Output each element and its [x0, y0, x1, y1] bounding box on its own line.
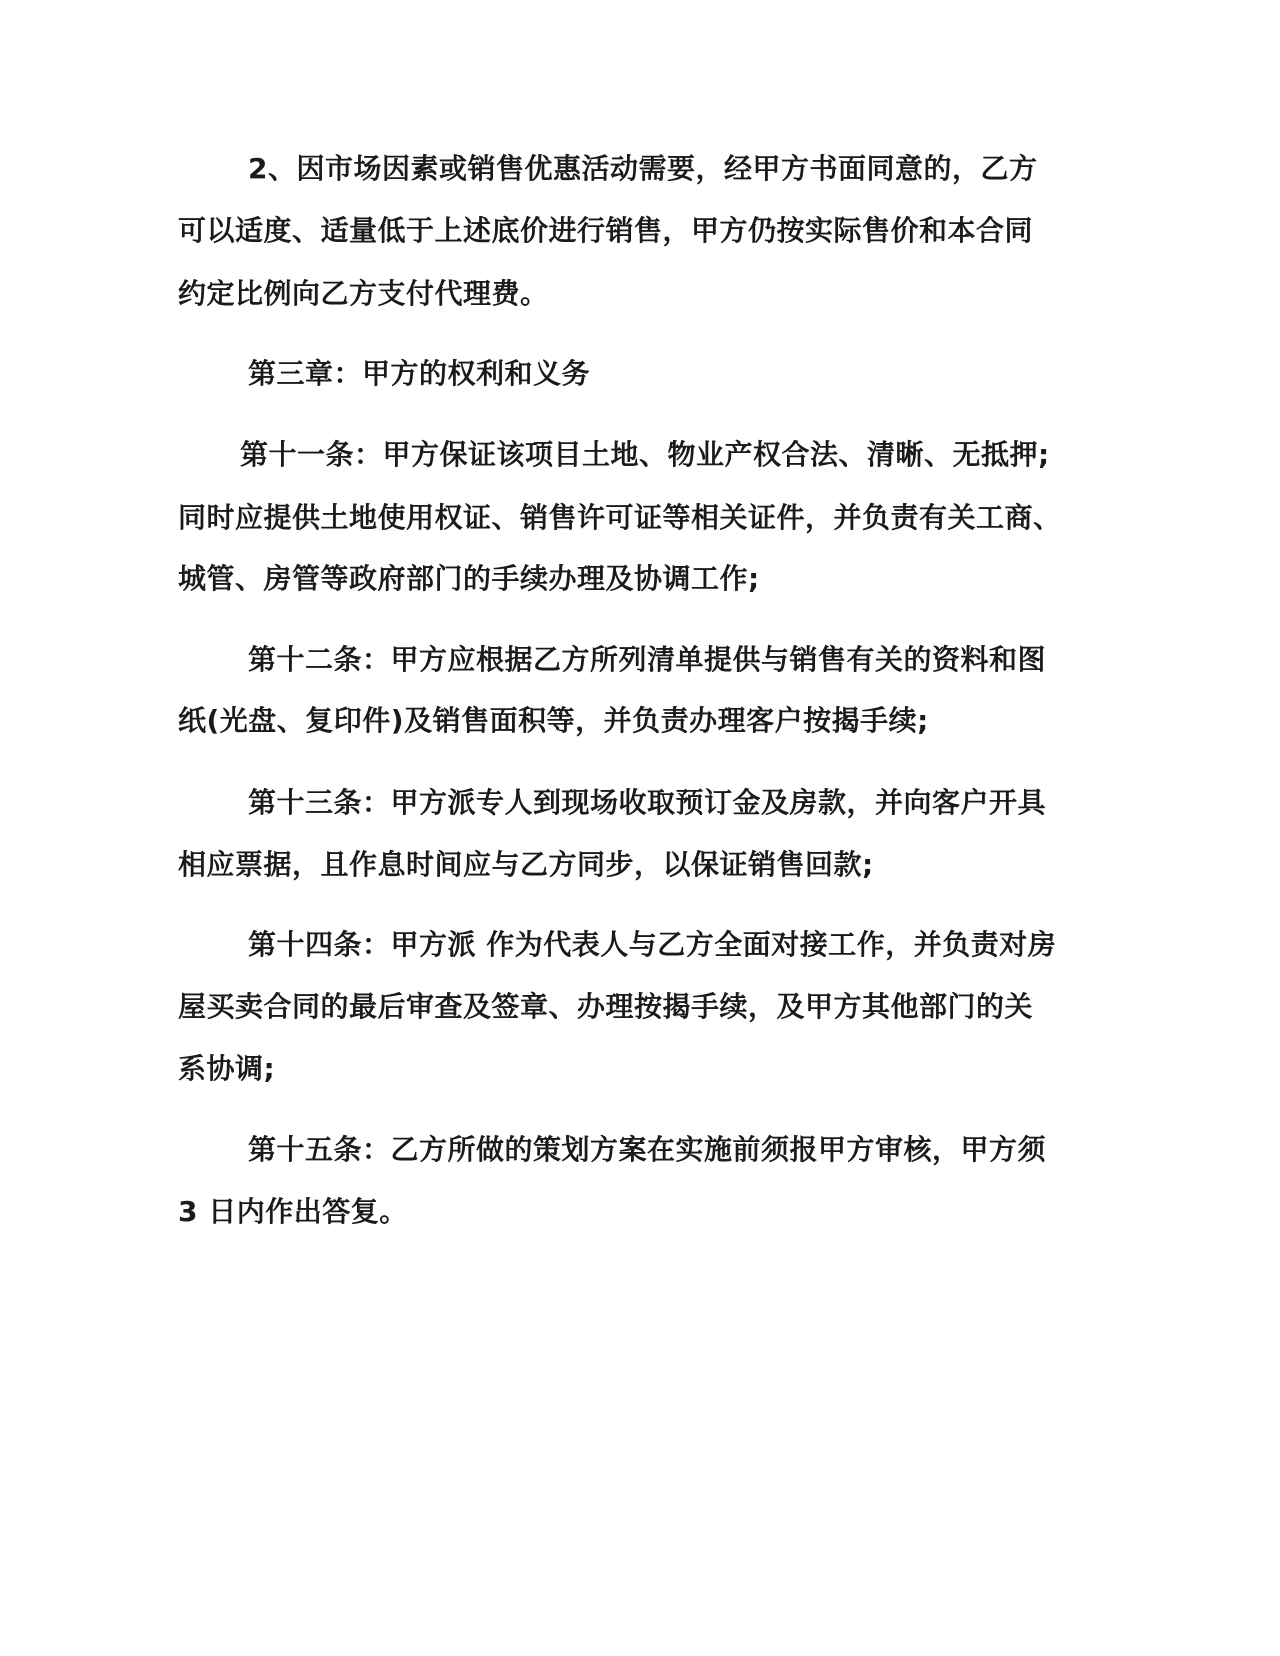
paragraph-line: 同时应提供土地使用权证、销售许可证等相关证件，并负责有关工商、: [178, 501, 1062, 534]
paragraph-line: 第十三条：甲方派专人到现场收取预订金及房款，并向客户开具: [248, 786, 1047, 819]
paragraph-line: 第十五条：乙方所做的策划方案在实施前须报甲方审核，甲方须: [248, 1133, 1047, 1166]
paragraph-line: 相应票据，且作息时间应与乙方同步，以保证销售回款;: [178, 848, 874, 881]
paragraph-line: 纸(光盘、复印件)及销售面积等，并负责办理客户按揭手续;: [178, 704, 929, 737]
paragraph-line: 屋买卖合同的最后审查及签章、办理按揭手续，及甲方其他部门的关: [178, 990, 1034, 1023]
paragraph-line: 2、因市场因素或销售优惠活动需要，经甲方书面同意的，乙方: [248, 152, 1038, 185]
paragraph-line: 城管、房管等政府部门的手续办理及协调工作;: [178, 562, 760, 595]
paragraph-line: 第十一条：甲方保证该项目土地、物业产权合法、清晰、无抵押;: [240, 438, 1050, 471]
paragraph-line: 可以适度、适量低于上述底价进行销售，甲方仍按实际售价和本合同: [178, 214, 1034, 247]
paragraph-line: 系协调;: [178, 1052, 276, 1085]
paragraph-line: 约定比例向乙方支付代理费。: [178, 277, 549, 310]
chapter-heading: 第三章：甲方的权利和义务: [248, 357, 591, 390]
paragraph-line: 3 日内作出答复。: [178, 1195, 408, 1228]
paragraph-line: 第十二条：甲方应根据乙方所列清单提供与销售有关的资料和图: [248, 643, 1047, 676]
paragraph-line: 第十四条：甲方派 作为代表人与乙方全面对接工作，并负责对房: [248, 928, 1057, 961]
